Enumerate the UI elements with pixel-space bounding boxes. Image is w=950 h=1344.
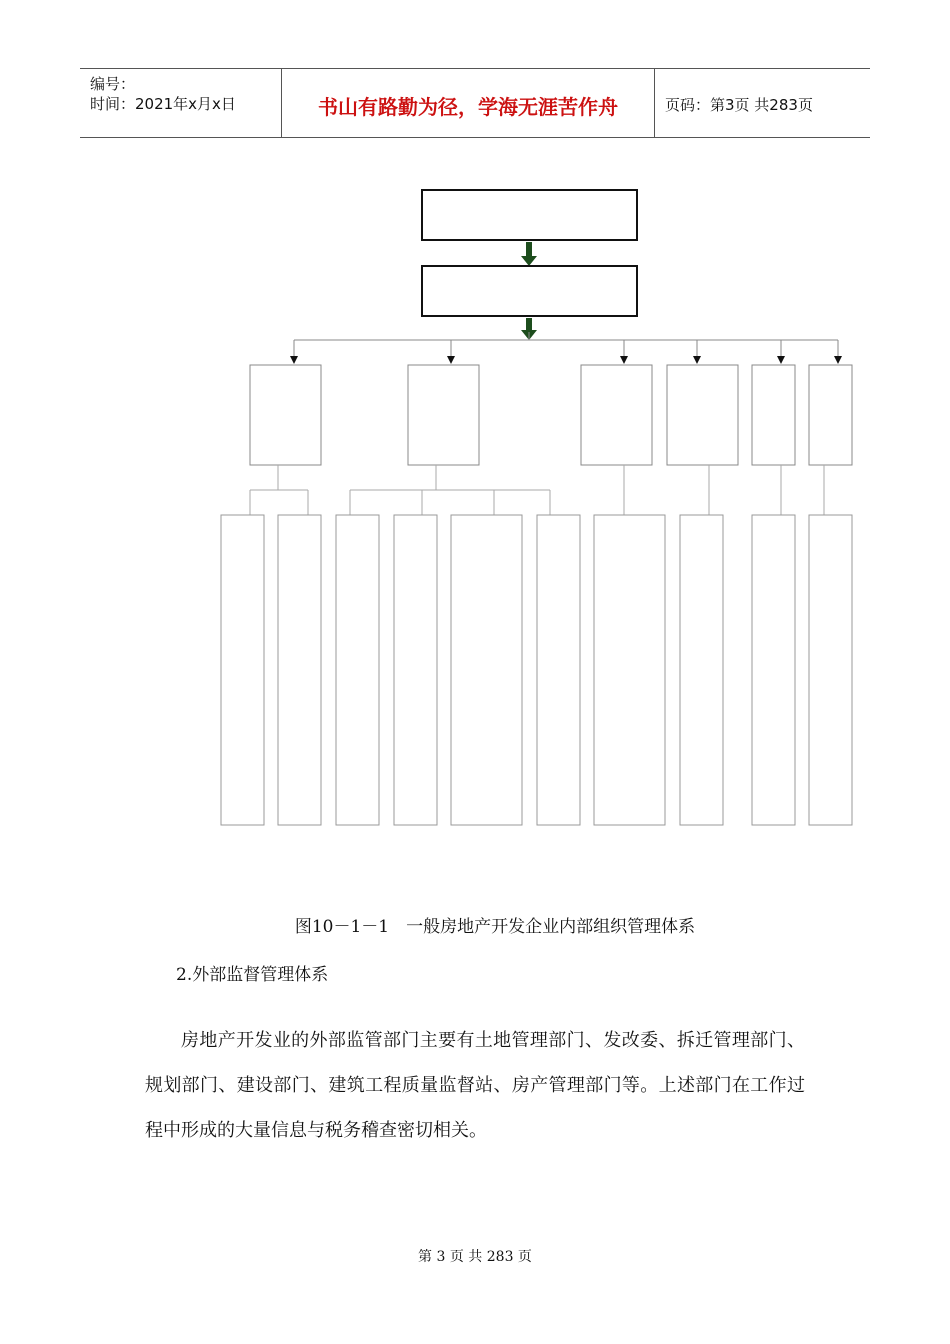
page-label: 页码：第3页 共283页 [665, 96, 813, 114]
page-footer: 第 3 页 共 283 页 [418, 1249, 532, 1265]
sub-box-2 [278, 515, 321, 825]
motto-text: 书山有路勤为径，学海无涯苦作舟 [318, 95, 618, 119]
connector-group-2 [350, 465, 550, 515]
sub-box-6 [537, 515, 580, 825]
dept-box-1 [250, 365, 321, 465]
sub-box-7 [594, 515, 665, 825]
connector-group-1 [250, 465, 308, 515]
org-chart [0, 180, 950, 840]
page-header [80, 68, 870, 138]
sub-box-3 [336, 515, 379, 825]
dept-box-6 [809, 365, 852, 465]
org-box-second [422, 266, 637, 316]
serial-label: 编号： [90, 75, 136, 93]
paragraph-text: 房地产开发业的外部监管部门主要有土地管理部门、发改委、拆迁管理部门、规划部门、建设部门、建筑工程质量监督站、房产管理部门等。上述部门在工作过程中形成的大量信息与税务稽查密切相关。 [145, 1030, 805, 1141]
thick-arrow-1 [521, 242, 537, 266]
connector-group-3 [624, 465, 824, 515]
sub-box-4 [394, 515, 437, 825]
org-box-top [422, 190, 637, 240]
sub-box-5 [451, 515, 522, 825]
sub-box-9 [752, 515, 795, 825]
header-page-cell [655, 69, 870, 137]
header-motto-cell [282, 69, 655, 137]
dept-box-5 [752, 365, 795, 465]
time-label: 时间：2021年x月x日 [90, 95, 236, 113]
sub-box-8 [680, 515, 723, 825]
body-paragraph [145, 1018, 805, 1153]
header-meta [80, 69, 282, 137]
sub-box-1 [221, 515, 264, 825]
dept-box-3 [581, 365, 652, 465]
sub-box-10 [809, 515, 852, 825]
dept-box-4 [667, 365, 738, 465]
section-subheading: 2.外部监督管理体系 [176, 965, 329, 985]
dept-box-2 [408, 365, 479, 465]
figure-caption: 图10－1－1 一般房地产开发企业内部组织管理体系 [294, 917, 696, 937]
